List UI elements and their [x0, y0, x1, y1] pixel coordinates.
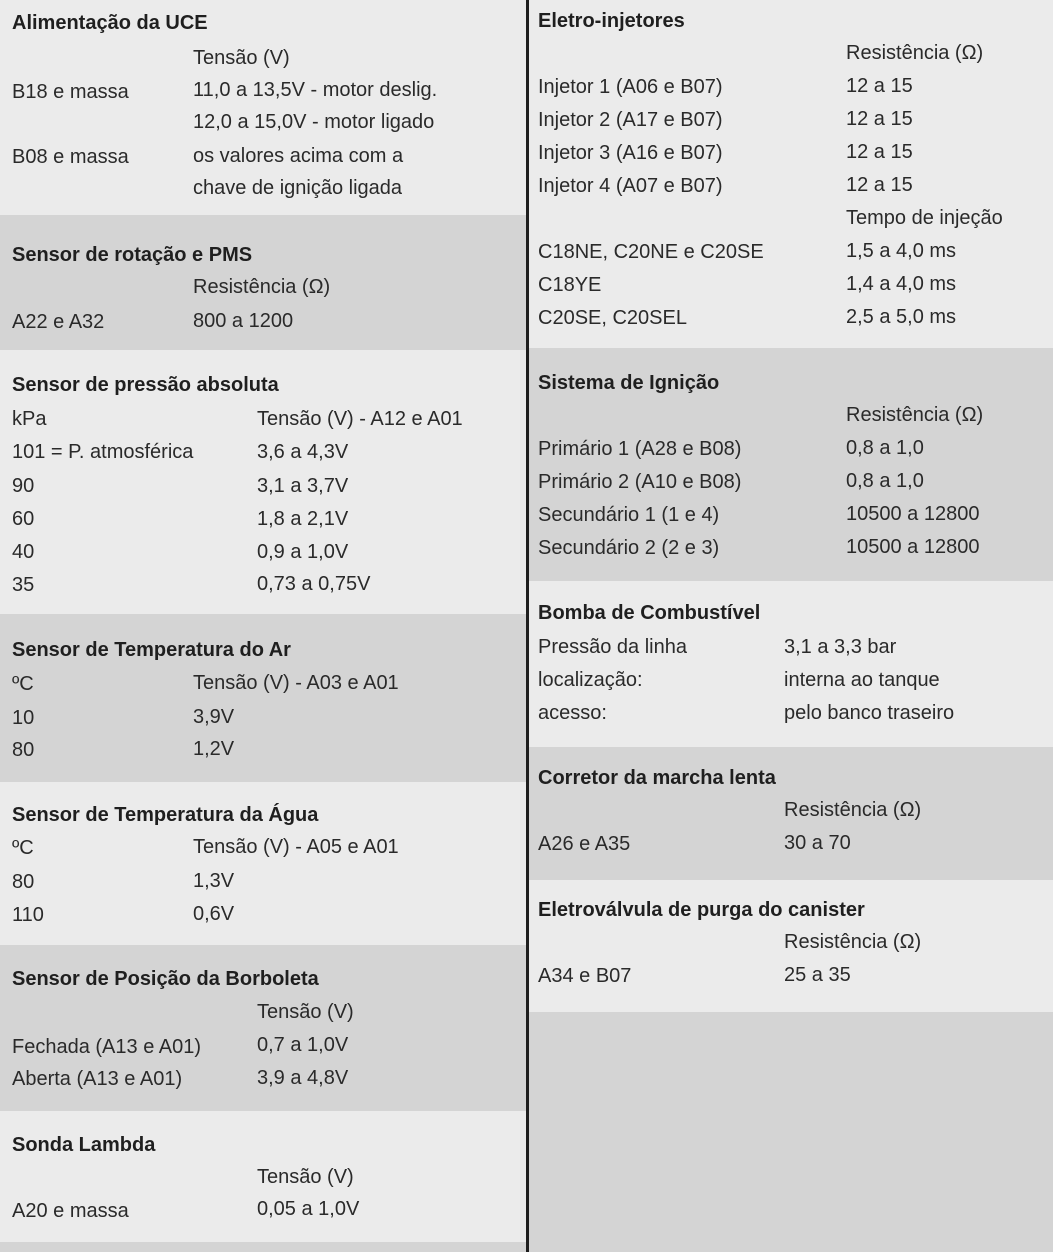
row-value: 1,8 a 2,1V [257, 508, 349, 530]
row-label: C20SE, C20SEL [538, 307, 687, 329]
row-value: 800 a 1200 [193, 310, 294, 332]
section-title: Sonda Lambda [12, 1134, 156, 1156]
column-header: Resistência (Ω) [193, 276, 331, 298]
row-label: localização: [538, 669, 643, 691]
row-label: C18NE, C20NE e C20SE [538, 241, 764, 263]
row-label: 10 [12, 707, 35, 729]
row-label: B08 e massa [12, 146, 129, 168]
row-value: 0,9 a 1,0V [257, 541, 349, 563]
row-label: 110 [12, 904, 44, 926]
row-value: 0,7 a 1,0V [257, 1034, 349, 1056]
row-value: 10500 a 12800 [846, 536, 980, 558]
section-title: Sistema de Ignição [538, 372, 720, 394]
row-value: 0,6V [193, 903, 235, 925]
column-header: Resistência (Ω) [784, 931, 922, 953]
row-value: 1,2V [193, 738, 235, 760]
section-title: Eletro-injetores [538, 10, 685, 32]
row-value: 3,9 a 4,8V [257, 1067, 349, 1089]
row-label: Injetor 4 (A07 e B07) [538, 175, 723, 197]
row-label: Primário 1 (A28 e B08) [538, 438, 742, 460]
column-header: Resistência (Ω) [784, 799, 922, 821]
row-value: os valores acima com a [193, 145, 404, 167]
row-label: Pressão da linha [538, 636, 687, 658]
column-header: Tempo de injeção [846, 207, 1003, 229]
row-value: 12,0 a 15,0V - motor ligado [193, 111, 435, 133]
bottom-strip [0, 1242, 527, 1252]
unit-label: ºC [12, 837, 34, 859]
row-value: 3,1 a 3,3 bar [784, 636, 897, 658]
section-title: Sensor de pressão absoluta [12, 374, 279, 396]
unit-label: kPa [12, 408, 47, 430]
section-title: Sensor de Posição da Borboleta [12, 968, 319, 990]
row-value: 1,5 a 4,0 ms [846, 240, 957, 262]
row-label: 35 [12, 574, 35, 596]
row-value: 25 a 35 [784, 964, 851, 986]
section-title: Sensor de Temperatura do Ar [12, 639, 291, 661]
row-label: 90 [12, 475, 35, 497]
row-label: Injetor 3 (A16 e B07) [538, 142, 723, 164]
row-value: 3,1 a 3,7V [257, 475, 349, 497]
column-header: Tensão (V) [257, 1166, 354, 1188]
row-label: Secundário 2 (2 e 3) [538, 537, 720, 559]
row-label: A26 e A35 [538, 833, 631, 855]
section-title: Bomba de Combustível [538, 602, 761, 624]
row-label: Injetor 1 (A06 e B07) [538, 76, 723, 98]
section-title: Eletroválvula de purga do canister [538, 899, 865, 921]
row-label: C18YE [538, 274, 602, 296]
row-value: 11,0 a 13,5V - motor deslig. [193, 79, 438, 101]
row-label: Injetor 2 (A17 e B07) [538, 109, 723, 131]
column-header: Resistência (Ω) [846, 42, 984, 64]
row-label: A22 e A32 [12, 311, 105, 333]
column-header: Tensão (V) - A03 e A01 [193, 672, 399, 694]
row-label: 60 [12, 508, 35, 530]
section-title: Sensor de Temperatura da Água [12, 804, 319, 826]
row-value: 12 a 15 [846, 75, 913, 97]
row-value: 2,5 a 5,0 ms [846, 306, 957, 328]
row-value: 12 a 15 [846, 141, 913, 163]
row-value: pelo banco traseiro [784, 702, 955, 724]
right-column [529, 0, 1053, 1252]
section-title: Corretor da marcha lenta [538, 767, 776, 789]
row-value: 0,8 a 1,0 [846, 470, 924, 492]
row-label: Primário 2 (A10 e B08) [538, 471, 742, 493]
row-value: 0,05 a 1,0V [257, 1198, 360, 1220]
column-header: Tensão (V) [193, 47, 290, 69]
row-label: A34 e B07 [538, 965, 632, 987]
row-value: 0,73 a 0,75V [257, 573, 371, 595]
column-header: Tensão (V) - A05 e A01 [193, 836, 399, 858]
column-header: Tensão (V) - A12 e A01 [257, 408, 463, 430]
empty-area [529, 1012, 1053, 1252]
row-label: Fechada (A13 e A01) [12, 1036, 202, 1058]
row-value: 0,8 a 1,0 [846, 437, 924, 459]
row-label: Secundário 1 (1 e 4) [538, 504, 720, 526]
row-label: B18 e massa [12, 81, 129, 103]
row-value: 10500 a 12800 [846, 503, 980, 525]
row-value: 30 a 70 [784, 832, 851, 854]
row-value: 3,6 a 4,3V [257, 441, 349, 463]
row-label: 80 [12, 871, 35, 893]
row-value: interna ao tanque [784, 669, 940, 691]
row-value: 1,3V [193, 870, 235, 892]
unit-label: ºC [12, 673, 34, 695]
row-label: A20 e massa [12, 1200, 129, 1222]
section-title: Sensor de rotação e PMS [12, 244, 253, 266]
row-value: 3,9V [193, 706, 235, 728]
column-header: Tensão (V) [257, 1001, 354, 1023]
column-header: Resistência (Ω) [846, 404, 984, 426]
row-label: acesso: [538, 702, 607, 724]
row-label: 40 [12, 541, 35, 563]
row-label: 80 [12, 739, 35, 761]
row-label: Aberta (A13 e A01) [12, 1068, 183, 1090]
section-title: Alimentação da UCE [12, 12, 208, 34]
row-value: 12 a 15 [846, 174, 913, 196]
row-value: chave de ignição ligada [193, 177, 403, 199]
row-label: 101 = P. atmosférica [12, 441, 194, 463]
row-value: 12 a 15 [846, 108, 913, 130]
row-value: 1,4 a 4,0 ms [846, 273, 957, 295]
